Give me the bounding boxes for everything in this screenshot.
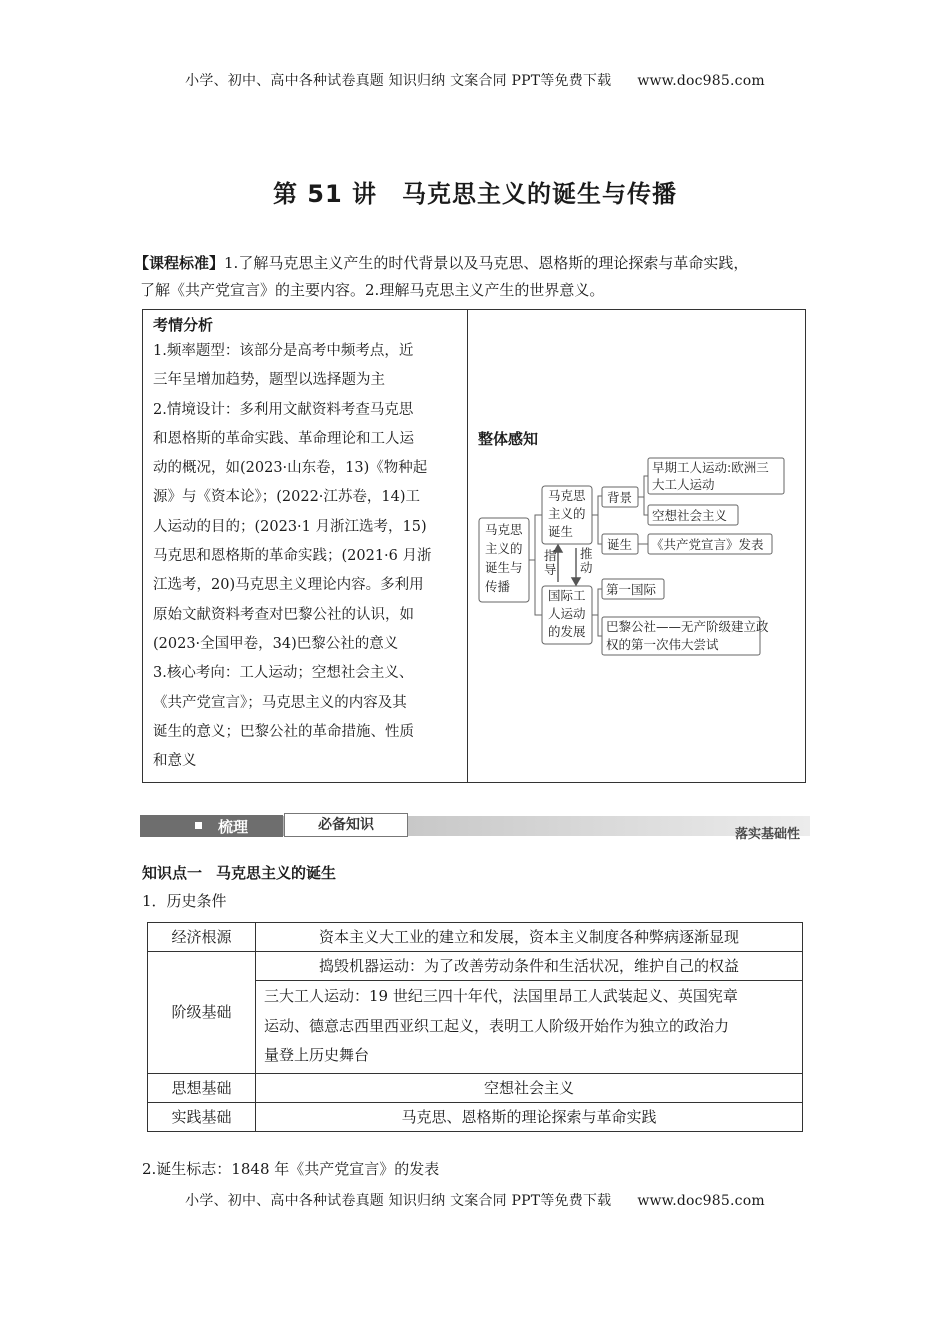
analysis-line: 《共产党宣言》；马克思主义的内容及其 [153, 694, 407, 711]
analysis-line: (2023·全国甲卷，34)巴黎公社的意义 [153, 635, 399, 652]
guide-text: 指 [544, 548, 557, 563]
birth-node-text: 马克思 [548, 488, 586, 503]
knowledge-point-title: 马克思主义的诞生 [216, 864, 337, 882]
intl-item-text: 第一国际 [606, 582, 657, 597]
knowledge-point-heading [142, 862, 336, 883]
birth-node-text: 诞生 [548, 524, 574, 539]
mind-map [468, 310, 805, 782]
banner-tag: 梳理 [218, 818, 249, 836]
analysis-column [143, 310, 468, 782]
banner-box: 必备知识 [284, 813, 408, 837]
bg-item-text: 大工人运动 [652, 477, 715, 492]
page-title: 第 51 讲 马克思主义的诞生与传播 [272, 180, 678, 208]
course-standard-line1: 1.了解马克思主义产生的时代背景以及马克思、恩格斯的理论探索与革命实践， [224, 254, 749, 272]
footer-text: 小学、初中、高中各种试卷真题 知识归纳 文案合同 PPT等免费下载 [185, 1193, 612, 1209]
table-key: 阶级基础 [148, 952, 256, 1074]
birth-item-text: 《共产党宣言》发表 [651, 537, 764, 552]
guide-text: 导 [544, 562, 557, 577]
table-value [256, 981, 803, 1074]
table-value: 捣毁机器运动：为了改善劳动条件和生活状况，维护自己的权益 [256, 952, 803, 981]
bg-label: 背景 [607, 490, 633, 505]
analysis-line: 动的概况，如(2023·山东卷，13)《物种起 [153, 460, 428, 477]
analysis-line: 原始文献资料考查对巴黎公社的认识，如 [153, 606, 414, 623]
push-text: 动 [580, 560, 593, 575]
root-text: 主义的 [485, 541, 523, 556]
header-url[interactable]: www.doc985.com [637, 73, 765, 89]
table-value: 马克思、恩格斯的理论探索与革命实践 [256, 1102, 803, 1131]
movement-node-text: 的发展 [548, 624, 586, 639]
table-row [148, 1073, 803, 1102]
movement-node-text: 国际工 [548, 588, 586, 603]
root-connector [529, 515, 542, 615]
birth-label: 诞生 [607, 537, 633, 552]
birth-node-text: 主义的 [548, 506, 586, 521]
paris-item-text: 巴黎公社——无产阶级建立政 [606, 619, 769, 634]
banner-right-text: 落实基础性 [734, 827, 800, 842]
footer-url[interactable]: www.doc985.com [637, 1193, 765, 1209]
course-standard-label: 【课程标准】 [134, 254, 225, 272]
analysis-line: 2.情境设计：多利用文献资料考查马克思 [153, 401, 414, 418]
analysis-table [142, 309, 806, 783]
table-value: 空想社会主义 [256, 1073, 803, 1102]
analysis-line: 3.核心考向：工人运动；空想社会主义、 [153, 665, 414, 682]
analysis-line: 诞生的意义；巴黎公社的革命措施、性质 [153, 723, 414, 740]
course-standard [134, 250, 840, 304]
table-row [148, 1102, 803, 1131]
birth-connector [592, 496, 602, 544]
root-text: 马克思 [485, 522, 523, 537]
table-key: 经济根源 [148, 923, 256, 952]
birth-sign: 2.诞生标志：1848 年《共产党宣言》的发表 [142, 1160, 440, 1178]
page-header [0, 70, 950, 90]
root-text: 传播 [485, 579, 511, 594]
analysis-line: 1.频率题型：该部分是高考中频考点，近 [153, 343, 414, 359]
bg-connector [638, 476, 648, 515]
push-arrow-head [572, 578, 580, 585]
analysis-line: 和恩格斯的革命实践、革命理论和工人运 [153, 430, 414, 447]
analysis-line: 江选考，20)马克思主义理论内容。多利用 [153, 577, 424, 594]
analysis-line: 和意义 [153, 753, 197, 770]
paris-item-text: 权的第一次伟大尝试 [606, 637, 719, 652]
table-row [148, 952, 803, 981]
movement-node-text: 人运动 [548, 606, 586, 621]
analysis-line: 三年呈增加趋势，题型以选择题为主 [153, 372, 385, 389]
page-footer [0, 1190, 950, 1210]
overview-heading: 整体感知 [478, 430, 539, 448]
table-value-line: 量登上历史舞台 [264, 1046, 370, 1064]
table-key: 实践基础 [148, 1102, 256, 1131]
header-text: 小学、初中、高中各种试卷真题 知识归纳 文案合同 PPT等免费下载 [185, 73, 612, 89]
table-key: 思想基础 [148, 1073, 256, 1102]
section-heading: 1．历史条件 [142, 892, 227, 910]
analysis-line: 人运动的目的；(2023·1 月浙江选考，15) [153, 518, 427, 535]
push-text: 推 [580, 546, 593, 561]
course-standard-line2: 了解《共产党宣言》的主要内容。2.理解马克思主义产生的世界意义。 [140, 281, 605, 299]
bg-item-text: 空想社会主义 [652, 508, 728, 523]
section-banner [140, 812, 810, 840]
table-row [148, 923, 803, 952]
analysis-line: 马克思和恩格斯的革命实践；(2021·6 月浙 [153, 548, 432, 565]
knowledge-point-label: 知识点一 [142, 864, 203, 882]
analysis-line: 源》与《资本论》；(2022·江苏卷，14)工 [153, 489, 421, 506]
root-text: 诞生与 [485, 560, 523, 575]
conditions-table [147, 922, 803, 1132]
banner-dark-tab [140, 815, 283, 837]
table-value: 资本主义大工业的建立和发展，资本主义制度各种弊病逐渐显现 [256, 923, 803, 952]
square-icon [195, 822, 202, 829]
table-value-line: 三大工人运动：19 世纪三四十年代，法国里昂工人武装起义、英国宪章 [264, 987, 738, 1005]
table-value-line: 运动、德意志西里西亚织工起义，表明工人阶级开始作为独立的政治力 [264, 1016, 730, 1035]
analysis-heading: 考情分析 [153, 316, 214, 334]
overview-column [468, 310, 805, 782]
bg-item-text: 早期工人运动:欧洲三 [652, 460, 769, 475]
movement-connector [592, 589, 602, 636]
